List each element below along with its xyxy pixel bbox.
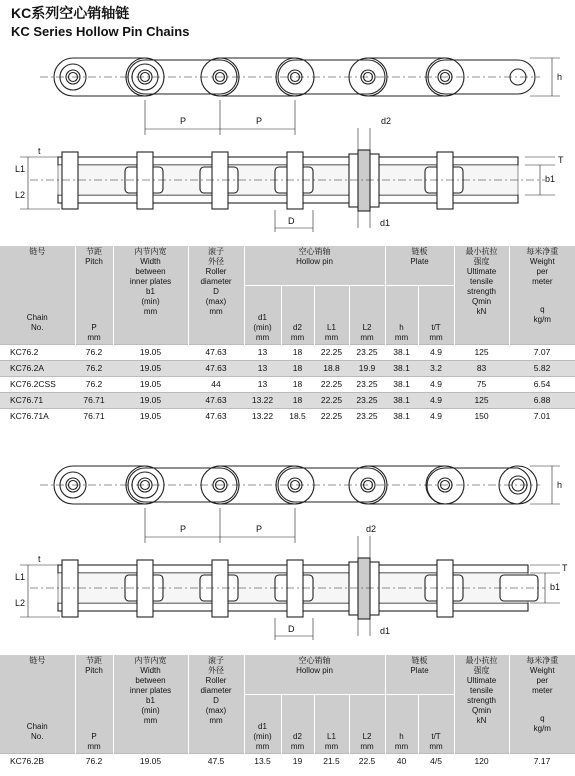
table-cell: 19.05 bbox=[113, 754, 188, 770]
table-row bbox=[0, 393, 575, 409]
table-cell: 19.05 bbox=[113, 377, 188, 393]
dim-T: T bbox=[562, 563, 568, 573]
table-cell: 125 bbox=[454, 393, 509, 409]
hdr-roller-cn: 外径 bbox=[208, 257, 224, 266]
chain-drawing-2 bbox=[0, 448, 575, 648]
table-cell: 44 bbox=[188, 377, 244, 393]
dim-d2: d2 bbox=[366, 524, 377, 534]
hdr-weight-unit: kg/m bbox=[533, 315, 551, 324]
dim-b1: b1 bbox=[550, 582, 561, 592]
hdr-L1-unit: mm bbox=[324, 742, 339, 751]
dim-P-left: P bbox=[180, 524, 187, 534]
hdr-h-unit: mm bbox=[394, 742, 409, 751]
hdr-width-en: Width bbox=[140, 257, 161, 266]
table-cell: 22.25 bbox=[314, 393, 349, 409]
hdr-tT-unit: mm bbox=[429, 333, 443, 342]
hdr-chain-en: Chain bbox=[26, 313, 48, 322]
table-cell: 38.1 bbox=[385, 377, 418, 393]
table-cell: 23.25 bbox=[349, 409, 385, 425]
table-row bbox=[0, 754, 575, 770]
hdr-h: h bbox=[399, 732, 404, 741]
table-cell: 38.1 bbox=[385, 345, 418, 361]
hdr-L2-unit: mm bbox=[360, 333, 374, 342]
table-cell: 13 bbox=[244, 361, 281, 377]
hdr-pin-en: Hollow pin bbox=[296, 257, 333, 266]
hdr-pin-en: Hollow pin bbox=[296, 666, 333, 675]
table-cell: 83 bbox=[454, 361, 509, 377]
hdr-width-min: (min) bbox=[141, 297, 160, 306]
table-row bbox=[0, 345, 575, 361]
dim-t: t bbox=[38, 146, 41, 156]
hdr-weight-en: meter bbox=[532, 686, 553, 695]
hdr-pitch-unit: mm bbox=[87, 333, 101, 342]
hdr-roller-max: (max) bbox=[205, 706, 227, 715]
table-cell: 4.9 bbox=[418, 409, 454, 425]
hdr-pitch-sym: P bbox=[91, 732, 97, 741]
hdr-d1: d1 bbox=[258, 313, 267, 322]
hdr-roller-sym: D bbox=[213, 287, 219, 296]
dim-L1: L1 bbox=[15, 572, 26, 582]
hdr-d2: d2 bbox=[293, 323, 302, 332]
table-cell: 19 bbox=[281, 754, 314, 770]
cell-chain-no: KC76.71 bbox=[0, 393, 75, 409]
hdr-roller-en: Roller bbox=[205, 676, 227, 685]
hdr-L1-unit: mm bbox=[324, 333, 339, 342]
table-cell: 13.22 bbox=[244, 393, 281, 409]
table-cell: 76.2 bbox=[75, 361, 113, 377]
hdr-weight-en: Weight bbox=[529, 257, 555, 266]
hdr-h: h bbox=[399, 323, 404, 332]
table-cell: 47.63 bbox=[188, 409, 244, 425]
table-cell: 38.1 bbox=[385, 361, 418, 377]
table-cell: 76.71 bbox=[75, 409, 113, 425]
table-cell: 47.63 bbox=[188, 393, 244, 409]
cell-chain-no: KC76.2A bbox=[0, 361, 75, 377]
hdr-width-en: inner plates bbox=[129, 277, 172, 286]
dim-D: D bbox=[288, 624, 295, 634]
table-cell: 23.25 bbox=[349, 393, 385, 409]
hdr-weight-en: meter bbox=[532, 277, 553, 286]
hdr-tensile-en: tensile bbox=[469, 686, 494, 695]
table-cell: 6.88 bbox=[509, 393, 575, 409]
hdr-chain-no: No. bbox=[31, 732, 44, 741]
dim-b1: b1 bbox=[545, 174, 556, 184]
hdr-width-sym: b1 bbox=[146, 287, 155, 296]
hdr-pitch-cn: 节距 bbox=[86, 247, 102, 256]
dim-P-right: P bbox=[256, 116, 263, 126]
hdr-d2-unit: mm bbox=[290, 333, 305, 342]
hdr-chain-cn: 链号 bbox=[29, 247, 46, 256]
hdr-plate-cn: 链板 bbox=[411, 656, 428, 665]
table-cell: 76.2 bbox=[75, 377, 113, 393]
hdr-roller-en: diameter bbox=[200, 686, 232, 695]
hdr-tT: t/T bbox=[431, 323, 441, 332]
hdr-chain-en: Chain bbox=[26, 722, 48, 731]
hdr-roller-en: Roller bbox=[205, 267, 227, 276]
table-cell: 4.9 bbox=[418, 345, 454, 361]
hdr-d2: d2 bbox=[293, 732, 302, 741]
hdr-weight-cn: 每米净重 bbox=[526, 247, 559, 256]
hdr-d1-unit: mm bbox=[255, 333, 270, 342]
dim-L2: L2 bbox=[15, 598, 26, 608]
spec-table-2 bbox=[0, 655, 575, 769]
dim-T: T bbox=[558, 155, 564, 165]
hdr-d1-min: (min) bbox=[253, 323, 272, 332]
hdr-roller-cn: 滚子 bbox=[208, 247, 224, 256]
hdr-weight-en: per bbox=[536, 267, 549, 276]
dim-L2: L2 bbox=[15, 190, 26, 200]
hdr-plate-cn: 链板 bbox=[411, 247, 428, 256]
dim-P-left: P bbox=[180, 116, 187, 126]
hdr-pin-cn: 空心销轴 bbox=[298, 247, 331, 256]
table-cell: 76.71 bbox=[75, 393, 113, 409]
table-cell: 13.5 bbox=[244, 754, 281, 770]
hdr-chain-cn: 链号 bbox=[29, 656, 46, 665]
table-header bbox=[0, 655, 575, 754]
table-cell: 13.22 bbox=[244, 409, 281, 425]
table-cell: 76.2 bbox=[75, 345, 113, 361]
hdr-L1: L1 bbox=[327, 323, 336, 332]
table-cell: 23.25 bbox=[349, 377, 385, 393]
spec-table-1 bbox=[0, 246, 575, 424]
table-cell: 6.54 bbox=[509, 377, 575, 393]
table-cell: 19.9 bbox=[349, 361, 385, 377]
hdr-roller-en: diameter bbox=[200, 277, 232, 286]
hdr-chain-no: No. bbox=[31, 323, 44, 332]
table-cell: 7.01 bbox=[509, 409, 575, 425]
dim-t: t bbox=[38, 554, 41, 564]
hdr-roller-sym: D bbox=[213, 696, 219, 705]
chain-side-view bbox=[40, 466, 563, 543]
hdr-tensile-en: Ultimate bbox=[466, 267, 497, 276]
table-cell: 38.1 bbox=[385, 409, 418, 425]
table-cell: 75 bbox=[454, 377, 509, 393]
hdr-tensile-en: strength bbox=[467, 696, 496, 705]
hdr-width-unit: mm bbox=[143, 716, 158, 725]
hdr-weight-en: per bbox=[536, 676, 549, 685]
hdr-pitch-en: Pitch bbox=[85, 666, 103, 675]
table-cell: 19.05 bbox=[113, 345, 188, 361]
cell-chain-no: KC76.2B bbox=[0, 754, 75, 770]
hdr-width-cn: 内节内宽 bbox=[134, 247, 167, 256]
hdr-d1: d1 bbox=[258, 722, 267, 731]
hdr-L1: L1 bbox=[327, 732, 336, 741]
table-cell: 21.5 bbox=[314, 754, 349, 770]
hdr-tensile-cn: 强度 bbox=[473, 257, 490, 266]
table-cell: 7.07 bbox=[509, 345, 575, 361]
table-cell: 4.9 bbox=[418, 393, 454, 409]
dim-d2: d2 bbox=[381, 116, 392, 126]
table-row bbox=[0, 409, 575, 425]
hdr-tensile-unit: kN bbox=[476, 716, 487, 725]
table-cell: 40 bbox=[385, 754, 418, 770]
hdr-weight-cn: 每米净重 bbox=[526, 656, 559, 665]
cell-chain-no: KC76.2CSS bbox=[0, 377, 75, 393]
hdr-width-unit: mm bbox=[143, 307, 158, 316]
hdr-width-en: between bbox=[135, 676, 166, 685]
dim-d1: d1 bbox=[380, 626, 391, 636]
dim-D: D bbox=[288, 216, 295, 226]
table-cell: 19.05 bbox=[113, 393, 188, 409]
table-cell: 150 bbox=[454, 409, 509, 425]
hdr-d1-unit: mm bbox=[255, 742, 270, 751]
table-cell: 120 bbox=[454, 754, 509, 770]
hdr-pitch-sym: P bbox=[91, 323, 97, 332]
dim-P-right: P bbox=[256, 524, 263, 534]
hdr-pitch-unit: mm bbox=[87, 742, 101, 751]
table-cell: 19.05 bbox=[113, 409, 188, 425]
table-header bbox=[0, 246, 575, 345]
hdr-width-sym: b1 bbox=[146, 696, 155, 705]
hdr-L2: L2 bbox=[362, 323, 372, 332]
table-cell: 5.82 bbox=[509, 361, 575, 377]
table-cell: 13 bbox=[244, 345, 281, 361]
chain-drawing-1 bbox=[0, 40, 575, 240]
table-row bbox=[0, 361, 575, 377]
hdr-roller-max: (max) bbox=[205, 297, 227, 306]
table-cell: 22.25 bbox=[314, 377, 349, 393]
hdr-pitch-en: Pitch bbox=[85, 257, 103, 266]
hdr-roller-cn: 外径 bbox=[208, 666, 224, 675]
hdr-plate-en: Plate bbox=[410, 257, 429, 266]
hdr-tensile-cn: 最小抗拉 bbox=[465, 656, 498, 665]
table-cell: 22.5 bbox=[349, 754, 385, 770]
dim-d1: d1 bbox=[380, 218, 391, 228]
hdr-tensile-en: Ultimate bbox=[466, 676, 497, 685]
table-cell: 4/5 bbox=[418, 754, 454, 770]
hdr-tensile-cn: 最小抗拉 bbox=[465, 247, 498, 256]
table-cell: 38.1 bbox=[385, 393, 418, 409]
table-cell: 18.8 bbox=[314, 361, 349, 377]
hdr-weight-en: Weight bbox=[529, 666, 555, 675]
hdr-tensile-sym: Qmin bbox=[471, 297, 492, 306]
hdr-roller-unit: mm bbox=[209, 716, 223, 725]
table-body bbox=[0, 754, 575, 770]
hdr-weight-sym: q bbox=[540, 305, 545, 314]
hdr-width-min: (min) bbox=[141, 706, 160, 715]
hdr-width-en: between bbox=[135, 267, 166, 276]
hdr-width-cn: 内节内宽 bbox=[134, 656, 167, 665]
hdr-L2: L2 bbox=[362, 732, 372, 741]
dim-h: h bbox=[557, 72, 563, 82]
cell-chain-no: KC76.71A bbox=[0, 409, 75, 425]
table-cell: 125 bbox=[454, 345, 509, 361]
hdr-tT: t/T bbox=[431, 732, 441, 741]
hdr-tensile-en: tensile bbox=[469, 277, 494, 286]
hdr-L2-unit: mm bbox=[360, 742, 374, 751]
table-cell: 18.5 bbox=[281, 409, 314, 425]
table-cell: 19.05 bbox=[113, 361, 188, 377]
page-title-en: KC Series Hollow Pin Chains bbox=[11, 24, 190, 39]
hdr-tensile-unit: kN bbox=[476, 307, 487, 316]
page-title-cn: KC系列空心销轴链 bbox=[11, 5, 130, 21]
table-cell: 18 bbox=[281, 361, 314, 377]
hdr-pin-cn: 空心销轴 bbox=[298, 656, 331, 665]
table-cell: 47.63 bbox=[188, 361, 244, 377]
table-cell: 22.25 bbox=[314, 345, 349, 361]
chain-side-view bbox=[40, 58, 563, 135]
table-cell: 18 bbox=[281, 377, 314, 393]
hdr-width-en: inner plates bbox=[129, 686, 172, 695]
hdr-d1-min: (min) bbox=[253, 732, 272, 741]
table-cell: 7.17 bbox=[509, 754, 575, 770]
hdr-tensile-cn: 强度 bbox=[473, 666, 490, 675]
hdr-pitch-cn: 节距 bbox=[86, 656, 102, 665]
dim-L1: L1 bbox=[15, 164, 26, 174]
table-body bbox=[0, 345, 575, 425]
dim-h: h bbox=[557, 480, 563, 490]
table-cell: 47.63 bbox=[188, 345, 244, 361]
hdr-roller-cn: 滚子 bbox=[208, 656, 224, 665]
table-cell: 76.2 bbox=[75, 754, 113, 770]
table-cell: 3.2 bbox=[418, 361, 454, 377]
table-cell: 13 bbox=[244, 377, 281, 393]
hdr-tT-unit: mm bbox=[429, 742, 443, 751]
hdr-plate-en: Plate bbox=[410, 666, 429, 675]
hdr-weight-unit: kg/m bbox=[533, 724, 551, 733]
hdr-d2-unit: mm bbox=[290, 742, 305, 751]
table-cell: 18 bbox=[281, 393, 314, 409]
hdr-roller-unit: mm bbox=[209, 307, 223, 316]
hdr-tensile-sym: Qmin bbox=[471, 706, 492, 715]
table-cell: 22.25 bbox=[314, 409, 349, 425]
table-cell: 47.5 bbox=[188, 754, 244, 770]
hdr-tensile-en: strength bbox=[467, 287, 496, 296]
hdr-h-unit: mm bbox=[394, 333, 409, 342]
cell-chain-no: KC76.2 bbox=[0, 345, 75, 361]
table-row bbox=[0, 377, 575, 393]
hdr-weight-sym: q bbox=[540, 714, 545, 723]
table-cell: 4.9 bbox=[418, 377, 454, 393]
table-cell: 18 bbox=[281, 345, 314, 361]
hdr-width-en: Width bbox=[140, 666, 161, 675]
table-cell: 23.25 bbox=[349, 345, 385, 361]
